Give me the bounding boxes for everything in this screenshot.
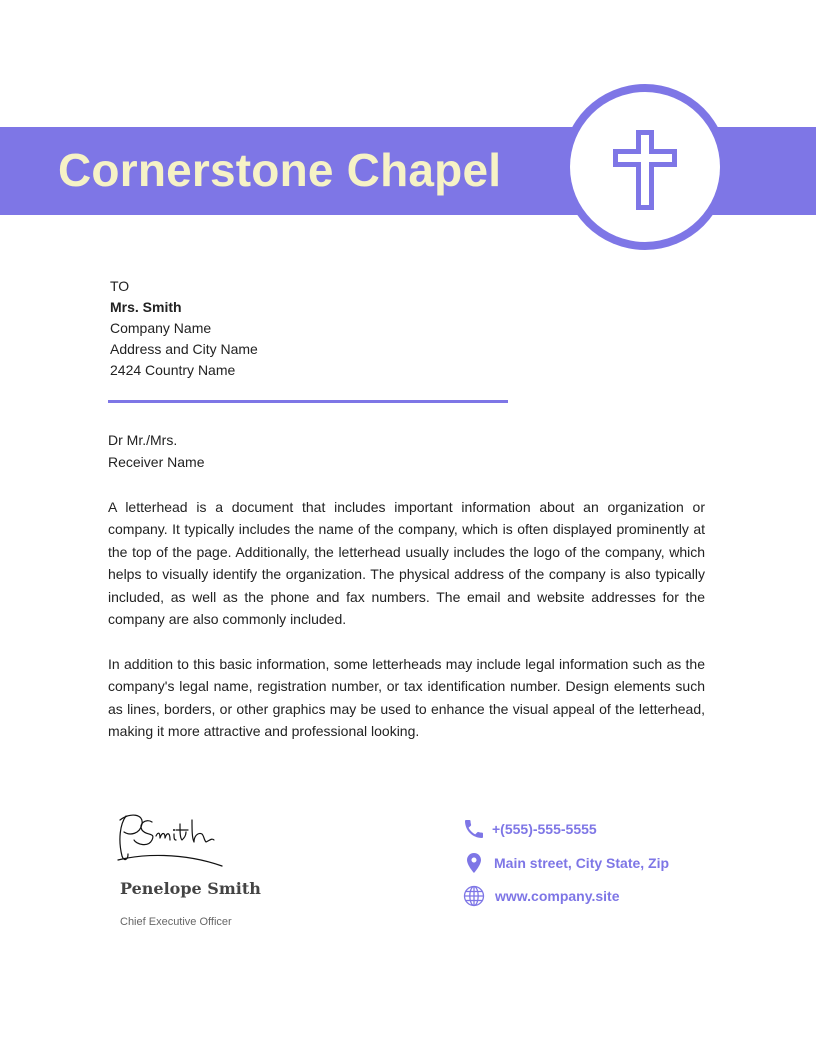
recipient-company: Company Name xyxy=(110,320,212,336)
salutation-line: Dr Mr./Mrs. xyxy=(108,432,178,448)
globe-icon xyxy=(462,884,486,908)
phone-icon xyxy=(462,817,486,841)
signer-name: Penelope Smith xyxy=(120,879,261,898)
signer-title: Chief Executive Officer xyxy=(120,916,232,928)
recipient-address: Address and City Name xyxy=(110,341,258,357)
to-label: TO xyxy=(110,278,130,294)
website-text[interactable]: www.company.site xyxy=(495,888,620,904)
body-paragraph: A letterhead is a document that includes important information about an organization or company. It typically includes the name of the company, which is often displayed prominently at the top of the page. Additionally, the letterhead usually includes the logo of the company, which helps to visually identify the organization. The physical address of the company is also typically included, as well as the phone and fax numbers. The email and website addresses for the company are also commonly included. xyxy=(108,499,705,628)
contact-phone xyxy=(462,815,597,843)
divider-line xyxy=(108,400,508,403)
cross-icon xyxy=(612,129,678,211)
recipient-name: Mrs. Smith xyxy=(110,299,182,315)
salutation-block xyxy=(108,429,204,473)
body-paragraph: In addition to this basic information, some letterheads may include legal information such as the company's legal name, registration number, or tax identification number. Design elements such as lines, borders, or other graphics may be used to enhance the visual appeal of the letterhead, making it more attractive and professional looking. xyxy=(108,656,705,740)
phone-text: +(555)-555-5555 xyxy=(492,821,597,837)
recipient-block xyxy=(110,276,258,381)
contact-address xyxy=(462,849,669,877)
organization-name: Cornerstone Chapel xyxy=(58,144,502,196)
recipient-country: 2424 Country Name xyxy=(110,362,236,378)
receiver-name: Receiver Name xyxy=(108,454,205,470)
map-pin-icon xyxy=(462,851,486,875)
contact-website xyxy=(462,882,619,910)
signature-icon xyxy=(112,810,227,872)
address-text: Main street, City State, Zip xyxy=(494,855,670,871)
